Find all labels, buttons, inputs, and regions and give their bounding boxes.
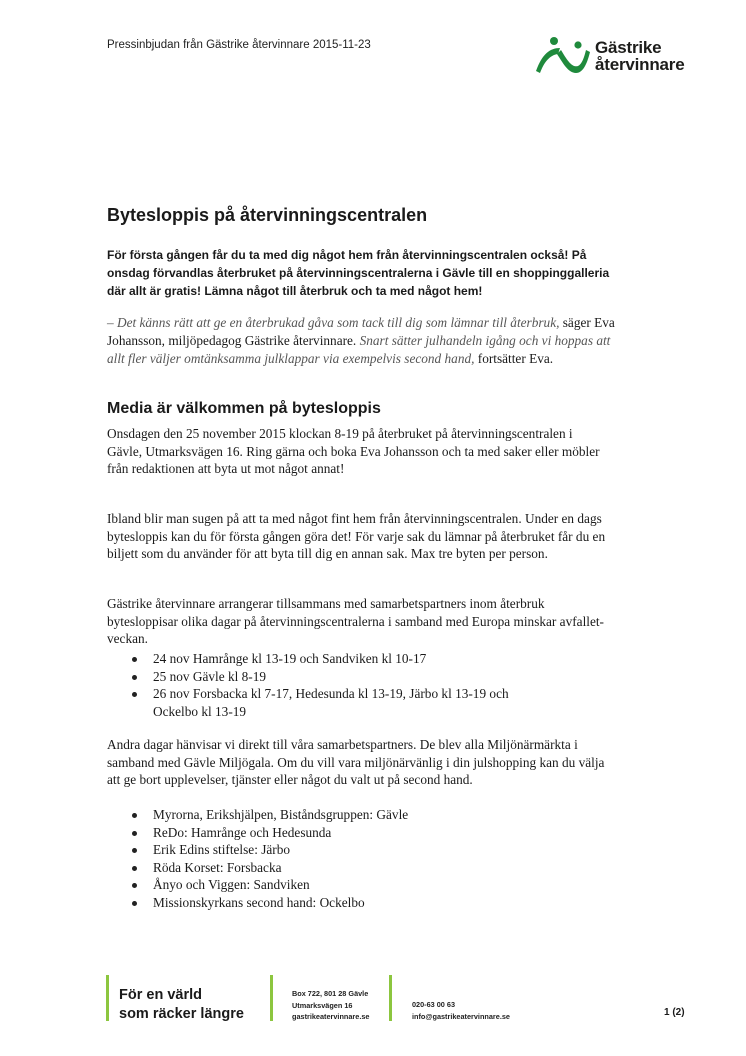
paragraph-arrangement: Gästrike återvinnare arrangerar tillsammans med samarbetspartners inom återbruk bytesloppisar olika dagar på återvinningscentralerna i samband med Europa minskar avfallet-veckan.: [107, 596, 604, 647]
quote-continuation: fortsätter Eva.: [474, 350, 554, 366]
footer-slogan: [119, 986, 244, 1024]
page-number: 1 (2): [664, 1007, 685, 1018]
footer-contact: [412, 999, 510, 1022]
quote-italic-1: – Det känns rätt att ge en återbrukad gåva som tack till dig som lämnar till återbruk,: [107, 315, 560, 330]
press-header-line: Pressinbjudan från Gästrike återvinnare 2015-11-23: [107, 39, 371, 51]
footer-address: [292, 988, 369, 1023]
address-line-2: Utmarksvägen 16: [292, 1000, 353, 1010]
quote-attribution: säger Eva Johansson, miljöpedagog Gästrike återvinnare.: [107, 315, 615, 348]
dates-list: [107, 650, 607, 720]
footer-divider-3: [389, 975, 392, 1021]
article-title: Bytesloppis på återvinningscentralen: [107, 205, 428, 225]
quote-paragraph: [107, 314, 627, 367]
phone-number: 020-63 00 63: [412, 1000, 456, 1009]
list-item: Ånyo och Viggen: Sandviken: [107, 876, 607, 894]
logo-line-1: Gästrike: [595, 38, 662, 57]
list-item: 24 nov Hamrånge kl 13-19 och Sandviken kl 10-17: [107, 650, 607, 668]
paragraph-event-info: Onsdagen den 25 november 2015 klockan 8-19 på återbruket på återvinningscentralen i Gävle, Utmarksvägen 16. Ring gärna och boka Eva Johansson och ta med saker eller möbler från redaktionen att byta ut mot något annat!: [107, 426, 600, 477]
logo-line-2: återvinnare: [595, 55, 685, 74]
footer-divider-1: [106, 975, 109, 1021]
logo-wordmark: [595, 39, 684, 73]
list-item: ReDo: Hamrånge och Hedesunda: [107, 824, 607, 842]
quote-italic-2: Snart sätter julhandeln igång och vi hoppas att allt fler väljer omtänksamma julklappar via exempelvis second hand,: [107, 332, 611, 366]
list-item: Erik Edins stiftelse: Järbo: [107, 841, 607, 859]
slogan-line-1: För en värld: [119, 987, 202, 1003]
paragraph-partners-intro: Andra dagar hänvisar vi direkt till våra samarbetspartners. De blev alla Miljönärmärkta i samband med Gävle Miljögala. Om du vill vara miljönärvänlig i din julshopping kan du välja att ge bort upplevelser, tjänster eller något du valt ut på second hand.: [107, 737, 605, 788]
website-link[interactable]: gastrikeatervinnare.se: [292, 1012, 370, 1021]
company-logo: [534, 36, 684, 76]
footer-divider-2: [270, 975, 273, 1021]
recycling-figure-icon: [534, 36, 592, 76]
list-item: Myrorna, Erikshjälpen, Biståndsgruppen: Gävle: [107, 806, 607, 824]
list-item: Röda Korset: Forsbacka: [107, 859, 607, 877]
list-item: 26 nov Forsbacka kl 7-17, Hedesunda kl 13-19, Järbo kl 13-19 och Ockelbo kl 13-19: [107, 685, 607, 720]
list-item: 25 nov Gävle kl 8-19: [107, 668, 607, 686]
lead-paragraph: För första gången får du ta med dig något hem från återvinningscentralen också! På onsdag förvandlas återbruket på återvinningscentralerna i Gävle till en shoppinggalleria där allt är gratis! Lämna något till återbruk och ta med något hem!: [107, 248, 610, 298]
partners-list: [107, 806, 607, 912]
list-item: Missionskyrkans second hand: Ockelbo: [107, 894, 607, 912]
section-heading: Media är välkommen på bytesloppis: [107, 400, 381, 417]
email-link[interactable]: info@gastrikeatervinnare.se: [412, 1011, 510, 1021]
paragraph-bytesloppis: Ibland blir man sugen på att ta med något fint hem från återvinningscentralen. Under en dags bytesloppis kan du för första gången göra det! För varje sak du lämnar på återbruket får du en biljett som du använder för att byta till dig en annan sak. Max tre byten per person.: [107, 511, 606, 562]
address-line-1: Box 722, 801 28 Gävle: [292, 989, 369, 998]
slogan-line-2: som räcker längre: [119, 1006, 244, 1022]
